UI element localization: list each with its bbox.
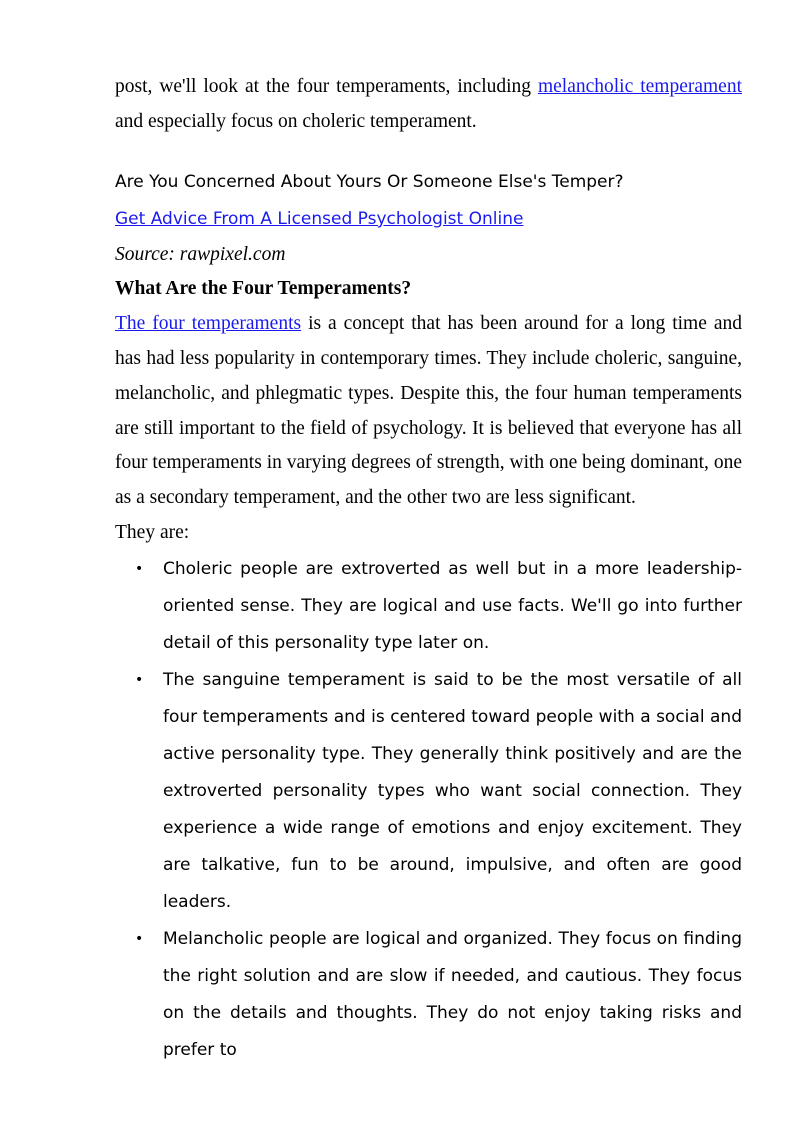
promo-question: Are You Concerned About Yours Or Someone Else's Temper? <box>115 171 624 192</box>
list-item <box>115 662 742 921</box>
temperaments-paragraph <box>115 307 742 516</box>
image-source-caption: Source: rawpixel.com <box>115 243 286 265</box>
temperament-list <box>115 551 742 1069</box>
intro-paragraph <box>115 70 742 140</box>
list-item <box>115 551 742 662</box>
list-item-text: Melancholic people are logical and organized. They focus on finding the right solution and are slow if needed, and cautious. They focus on the details and thoughts. They do not enjoy taking risks and prefer to <box>163 928 742 1060</box>
bullet-icon: • <box>135 560 144 577</box>
melancholic-temperament-link[interactable]: melancholic temperament <box>537 76 742 97</box>
section-heading: What Are the Four Temperaments? <box>115 278 412 300</box>
four-temperaments-link[interactable]: The four temperaments <box>115 313 302 335</box>
list-item-text: The sanguine temperament is said to be the most versatile of all four temperaments and is centered toward people with a social and active personality type. They generally think positively and are the extroverted personality types who want social connection. They experience a wide range of emotions and enjoy excitement. They are talkative, fun to be around, impulsive, and often are good leaders. <box>163 669 742 912</box>
document-page <box>115 70 742 1069</box>
intro-text-after: and especially focus on choleric temperament. <box>115 110 477 132</box>
psychologist-advice-link[interactable]: Get Advice From A Licensed Psychologist Online <box>115 208 524 229</box>
list-intro: They are: <box>115 521 190 543</box>
temperaments-paragraph-text: is a concept that has been around for a long time and has had less popularity in contemporary times. They include choleric, sanguine, melancholic, and phlegmatic types. Despite this, the four human temperaments are still important to the field of psychology. It is believed that everyone has all four temperaments in varying degrees of strength, with one being dominant, one as a secondary temperament, and the other two are less significant. <box>115 313 742 509</box>
spacer <box>115 140 742 164</box>
list-item <box>115 921 742 1069</box>
promo-line <box>115 201 742 238</box>
list-item-text: Choleric people are extroverted as well but in a more leadership-oriented sense. They are logical and use facts. We'll go into further detail of this personality type later on. <box>163 558 742 653</box>
bullet-icon: • <box>135 930 144 947</box>
bullet-icon: • <box>135 671 144 688</box>
intro-text-before: post, we'll look at the four temperaments, including <box>115 76 538 97</box>
